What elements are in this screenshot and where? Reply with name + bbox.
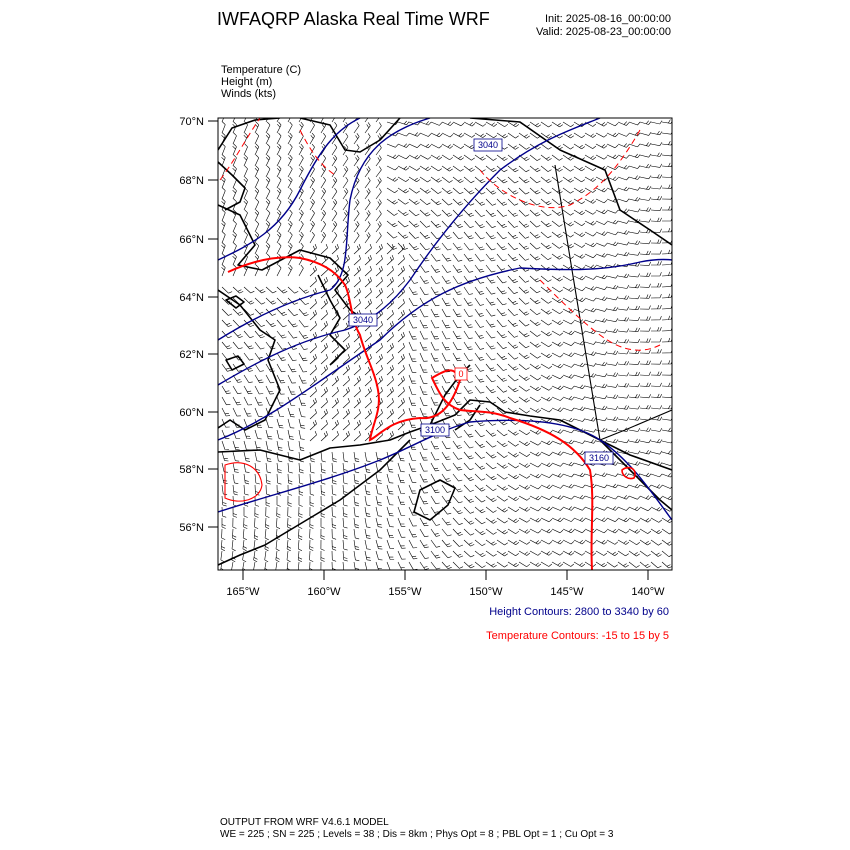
temperature-contour-5-dash-d	[300, 130, 335, 175]
height-label-3040-west	[349, 314, 377, 326]
height-contours-note: Height Contours: 2800 to 3340 by 60	[489, 606, 669, 618]
lon-label: 150°W	[469, 586, 503, 598]
svg-text:3040: 3040	[352, 315, 374, 325]
temperature-label-0	[455, 368, 467, 380]
lat-label: 56°N	[179, 522, 204, 534]
model-footer-line1: OUTPUT FROM WRF V4.6.1 MODEL	[220, 817, 389, 828]
legend-temperature: Temperature (C)	[221, 64, 302, 76]
longitude-labels	[226, 586, 665, 598]
temperature-contour-warm	[225, 463, 262, 501]
svg-text:3160: 3160	[588, 453, 610, 463]
temperature-contour-0	[228, 257, 592, 570]
lat-label: 64°N	[179, 292, 204, 304]
height-contour-3040-b	[218, 118, 600, 385]
lon-label: 145°W	[550, 586, 584, 598]
coast-nunivak	[226, 356, 244, 370]
lat-label: 66°N	[179, 234, 204, 246]
svg-text:0: 0	[458, 369, 464, 379]
lat-label: 62°N	[179, 349, 204, 361]
init-time: Init: 2025-08-16_00:00:00	[545, 13, 671, 25]
map-title: IWFAQRP Alaska Real Time WRF	[217, 9, 490, 29]
temperature-contour-5-dash-c	[540, 280, 660, 350]
wind-barbs	[221, 111, 674, 573]
lon-label: 155°W	[388, 586, 422, 598]
lat-label: 60°N	[179, 407, 204, 419]
wind-barb-field	[221, 111, 674, 573]
valid-time: Valid: 2025-08-23_00:00:00	[536, 26, 671, 38]
lat-label: 68°N	[179, 175, 204, 187]
height-label-3040-north	[474, 139, 502, 151]
height-label-3160	[585, 452, 613, 464]
lon-label: 165°W	[226, 586, 260, 598]
height-label-3100	[421, 424, 449, 436]
lon-label: 160°W	[307, 586, 341, 598]
legend-winds: Winds (kts)	[221, 88, 276, 100]
lat-label: 58°N	[179, 464, 204, 476]
temperature-contours-note: Temperature Contours: -15 to 15 by 5	[486, 630, 669, 642]
coast-chukotka	[218, 162, 245, 210]
lon-label: 140°W	[631, 586, 665, 598]
model-footer-line2: WE = 225 ; SN = 225 ; Levels = 38 ; Dis = 8km ; Phys Opt = 8 ; PBL Opt = 1 ; Cu Opt = 3	[220, 829, 614, 840]
svg-text:3040: 3040	[477, 140, 499, 150]
contour-labels	[349, 139, 613, 464]
temperature-contour-5-dash-a	[220, 118, 260, 180]
legend-height: Height (m)	[221, 76, 273, 88]
lat-label: 70°N	[179, 116, 204, 128]
latitude-labels	[179, 116, 204, 534]
height-contour-3040-a	[218, 118, 430, 340]
svg-text:3100: 3100	[424, 425, 446, 435]
